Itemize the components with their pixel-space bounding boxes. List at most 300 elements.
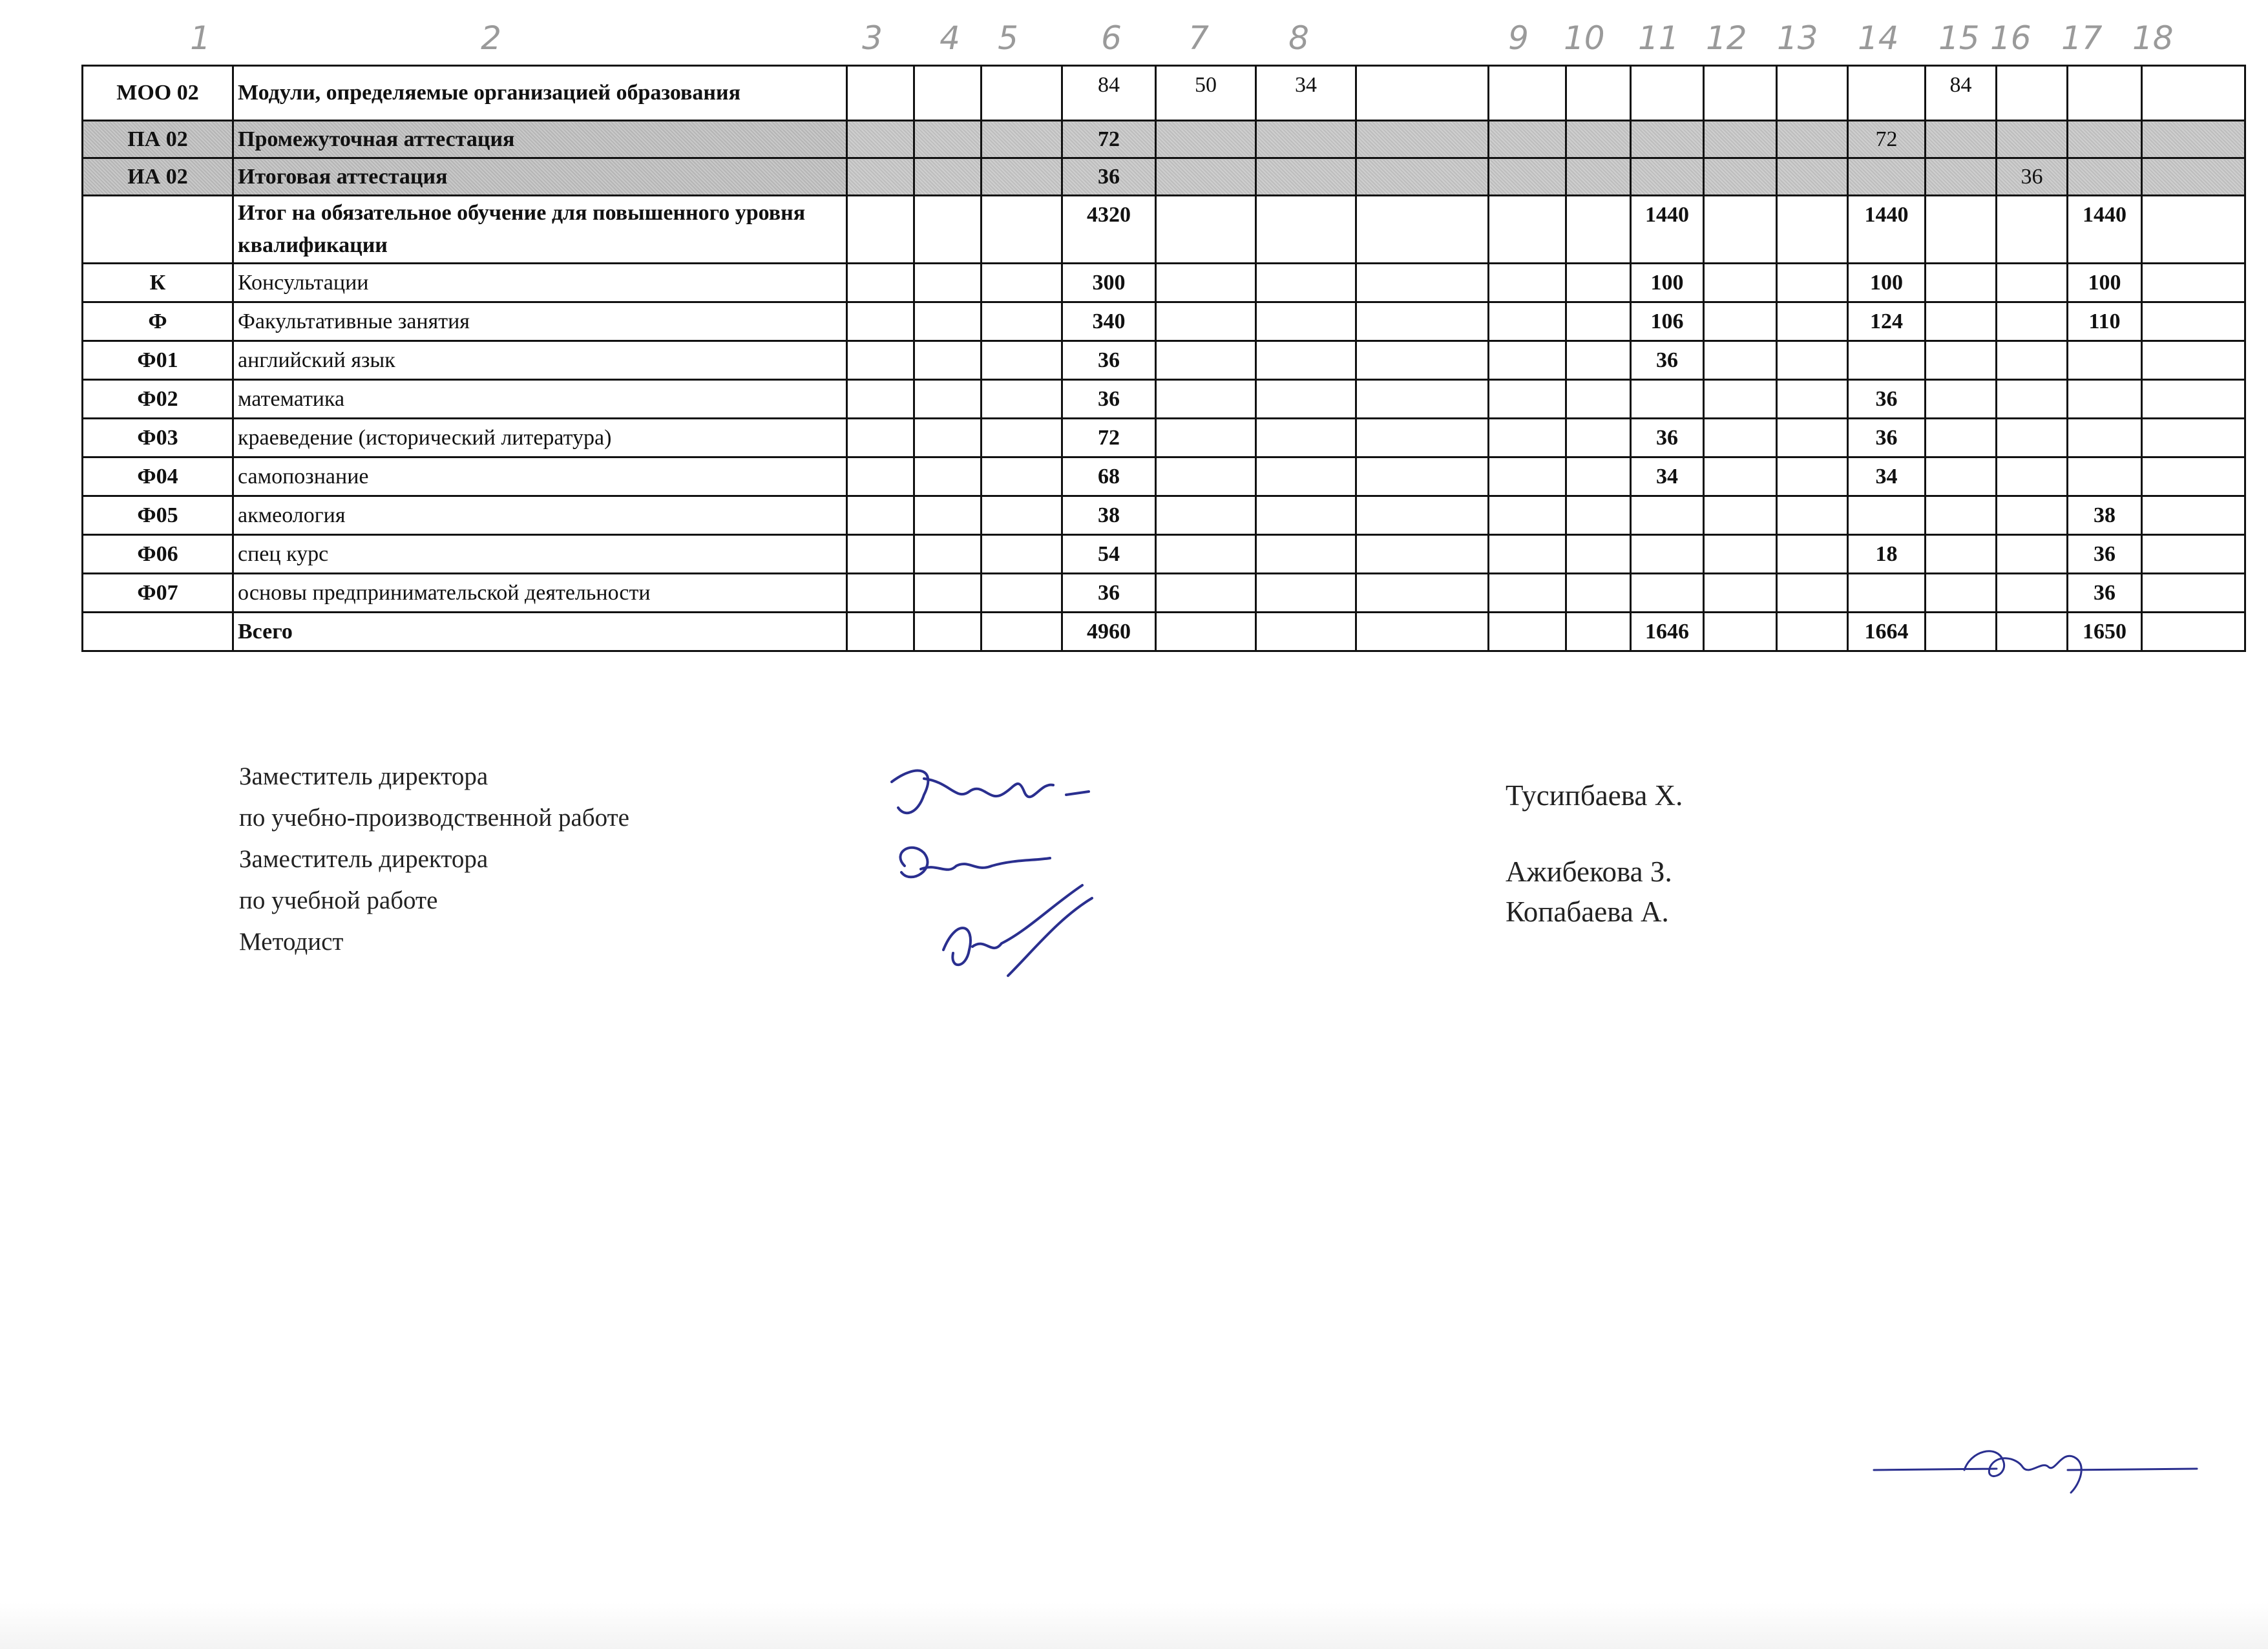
table-cell [1489, 196, 1566, 264]
column-number: 6 [1101, 19, 1122, 57]
table-cell [1997, 613, 2068, 651]
table-cell [1489, 66, 1566, 121]
table-cell [982, 341, 1062, 380]
table-cell [1704, 613, 1777, 651]
table-cell: 36 [1631, 419, 1704, 457]
table-cell [1156, 457, 1256, 496]
table-cell [982, 66, 1062, 121]
table-cell [1156, 341, 1256, 380]
table-cell [2068, 121, 2142, 158]
table-cell [1631, 121, 1704, 158]
table-cell [1704, 419, 1777, 457]
table-cell [982, 196, 1062, 264]
corner-signature [1867, 1431, 2203, 1502]
table-cell [1356, 613, 1489, 651]
table-cell [847, 380, 914, 419]
table-cell [982, 121, 1062, 158]
table-cell [847, 66, 914, 121]
table-cell [914, 302, 982, 341]
table-cell [1777, 380, 1848, 419]
table-cell [2068, 341, 2142, 380]
table-cell: 1440 [2068, 196, 2142, 264]
column-number: 13 [1777, 19, 1818, 57]
table-cell [1777, 264, 1848, 302]
table-cell [1156, 419, 1256, 457]
table-cell [847, 196, 914, 264]
table-cell: 4960 [1062, 613, 1156, 651]
table-cell [2142, 535, 2245, 574]
table-cell [847, 535, 914, 574]
table-cell [1256, 121, 1356, 158]
table-cell [1631, 380, 1704, 419]
table-cell [1256, 196, 1356, 264]
table-cell [1566, 341, 1631, 380]
table-cell [1356, 66, 1489, 121]
table-cell [914, 419, 982, 457]
table-cell [1356, 264, 1489, 302]
table-cell: 36 [2068, 574, 2142, 613]
table-cell [1356, 496, 1489, 535]
table-row [83, 457, 2245, 496]
table-cell [914, 574, 982, 613]
table-cell [847, 457, 914, 496]
table-cell [1256, 264, 1356, 302]
column-number: 7 [1188, 19, 1209, 57]
table-cell [1631, 158, 1704, 196]
row-name: Модули, определяемые организацией образования [233, 66, 847, 121]
table-cell [1926, 457, 1997, 496]
table-cell [1777, 302, 1848, 341]
table-cell [2142, 196, 2245, 264]
table-cell [1997, 574, 2068, 613]
table-cell [914, 66, 982, 121]
column-number: 5 [998, 19, 1018, 57]
column-number: 9 [1508, 19, 1529, 57]
table-cell [1926, 380, 1997, 419]
table-cell [1848, 158, 1926, 196]
table-cell [1777, 158, 1848, 196]
table-cell: 68 [1062, 457, 1156, 496]
table-cell [1489, 264, 1566, 302]
table-cell [1489, 457, 1566, 496]
table-cell [1777, 419, 1848, 457]
signature-title-line: Заместитель директора [239, 762, 488, 790]
table-cell [847, 574, 914, 613]
row-name: Всего [233, 613, 847, 651]
table-cell: 34 [1631, 457, 1704, 496]
table-cell [982, 302, 1062, 341]
table-cell [1256, 613, 1356, 651]
signature-deputy-production [879, 756, 1092, 834]
table-cell [1566, 158, 1631, 196]
table-cell [914, 535, 982, 574]
table-cell [1256, 457, 1356, 496]
table-cell [1566, 419, 1631, 457]
row-code: Ф06 [83, 535, 233, 574]
row-name: математика [233, 380, 847, 419]
table-cell: 36 [1062, 380, 1156, 419]
table-cell: 36 [1062, 341, 1156, 380]
table-cell [2142, 264, 2245, 302]
column-number: 16 [1990, 19, 2032, 57]
table-cell [1777, 496, 1848, 535]
table-row [83, 613, 2245, 651]
column-number: 2 [481, 19, 501, 57]
table-cell [2142, 380, 2245, 419]
table-cell: 1440 [1848, 196, 1926, 264]
table-cell [2142, 457, 2245, 496]
table-cell [1156, 535, 1256, 574]
table-cell [1566, 380, 1631, 419]
table-cell [1926, 419, 1997, 457]
signature-title-line: по учебно-производственной работе [239, 804, 629, 832]
row-code: ПА 02 [83, 121, 233, 158]
row-name: самопознание [233, 457, 847, 496]
table-cell [2142, 302, 2245, 341]
table-row [83, 121, 2245, 158]
scan-bottom-edge [0, 1602, 2268, 1649]
table-cell [982, 535, 1062, 574]
table-cell [1156, 613, 1256, 651]
column-number: 10 [1564, 19, 1605, 57]
table-cell: 1664 [1848, 613, 1926, 651]
table-cell [1356, 158, 1489, 196]
table-cell: 100 [2068, 264, 2142, 302]
table-cell [2142, 66, 2245, 121]
table-cell [1704, 574, 1777, 613]
row-code: МОО 02 [83, 66, 233, 121]
table-cell [2142, 613, 2245, 651]
column-number: 4 [940, 19, 960, 57]
table-cell [914, 121, 982, 158]
table-cell [1489, 380, 1566, 419]
table-row [83, 196, 2245, 264]
table-row [83, 496, 2245, 535]
table-cell [1566, 496, 1631, 535]
row-name: акмеология [233, 496, 847, 535]
table-cell [1704, 196, 1777, 264]
table-cell [1997, 341, 2068, 380]
table-cell [1997, 457, 2068, 496]
table-cell [2142, 419, 2245, 457]
signature-title-line: по учебной работе [239, 887, 438, 914]
signatory-name: Копабаева А. [1506, 896, 1669, 928]
table-cell [1704, 158, 1777, 196]
table-cell [1704, 535, 1777, 574]
table-cell [847, 302, 914, 341]
column-number: 18 [2132, 19, 2174, 57]
table-cell [1489, 496, 1566, 535]
table-cell: 1440 [1631, 196, 1704, 264]
table-cell [1566, 121, 1631, 158]
table-row [83, 419, 2245, 457]
table-cell [1156, 302, 1256, 341]
table-cell [1356, 419, 1489, 457]
table-cell [1997, 496, 2068, 535]
row-code: Ф05 [83, 496, 233, 535]
row-code: Ф04 [83, 457, 233, 496]
table-cell: 100 [1848, 264, 1926, 302]
table-cell [1489, 302, 1566, 341]
table-cell [1926, 158, 1997, 196]
table-cell [1704, 302, 1777, 341]
table-cell [914, 158, 982, 196]
table-cell [1704, 380, 1777, 419]
table-cell [1156, 121, 1256, 158]
row-code: Ф02 [83, 380, 233, 419]
table-cell [1631, 574, 1704, 613]
row-code [83, 196, 233, 264]
table-cell [2068, 419, 2142, 457]
table-cell [1926, 302, 1997, 341]
table-row [83, 66, 2245, 121]
table-cell [1156, 574, 1256, 613]
column-number: 15 [1938, 19, 1980, 57]
table-cell [1926, 535, 1997, 574]
table-cell: 38 [1062, 496, 1156, 535]
table-cell [1777, 121, 1848, 158]
table-cell [1997, 302, 2068, 341]
table-cell [1777, 341, 1848, 380]
table-cell [982, 496, 1062, 535]
column-number: 11 [1638, 19, 1679, 57]
table-cell [1704, 341, 1777, 380]
table-cell [847, 121, 914, 158]
table-row [83, 264, 2245, 302]
table-cell [914, 613, 982, 651]
table-cell [1256, 341, 1356, 380]
row-name: основы предпринимательской деятельности [233, 574, 847, 613]
table-cell [1997, 264, 2068, 302]
row-name: Итоговая аттестация [233, 158, 847, 196]
table-cell [1256, 574, 1356, 613]
table-cell [1566, 574, 1631, 613]
signature-titles [239, 756, 629, 963]
table-cell [1777, 457, 1848, 496]
table-cell [982, 419, 1062, 457]
table-cell [1356, 121, 1489, 158]
table-cell: 124 [1848, 302, 1926, 341]
table-cell [2068, 380, 2142, 419]
table-cell [1356, 196, 1489, 264]
table-cell: 34 [1848, 457, 1926, 496]
table-cell [1489, 158, 1566, 196]
table-row [83, 535, 2245, 574]
table-cell [1997, 66, 2068, 121]
table-row [83, 380, 2245, 419]
table-cell [1256, 419, 1356, 457]
table-cell [1156, 496, 1256, 535]
table-cell: 84 [1926, 66, 1997, 121]
table-cell [1848, 574, 1926, 613]
table-cell [1848, 341, 1926, 380]
table-cell [1489, 535, 1566, 574]
table-cell [1631, 496, 1704, 535]
table-cell [1631, 535, 1704, 574]
table-row [83, 574, 2245, 613]
table-cell: 106 [1631, 302, 1704, 341]
table-cell [982, 264, 1062, 302]
table-cell [847, 158, 914, 196]
table-cell [1566, 302, 1631, 341]
table-cell [1356, 302, 1489, 341]
table-cell: 38 [2068, 496, 2142, 535]
table-cell [1926, 196, 1997, 264]
table-cell [1997, 121, 2068, 158]
column-number: 17 [2061, 19, 2103, 57]
table-cell [847, 613, 914, 651]
table-cell [1256, 380, 1356, 419]
table-cell [1566, 535, 1631, 574]
row-name: английский язык [233, 341, 847, 380]
table-cell [1926, 496, 1997, 535]
table-cell [914, 380, 982, 419]
table-cell [2068, 66, 2142, 121]
table-cell [1489, 419, 1566, 457]
table-cell [1704, 496, 1777, 535]
table-cell [1356, 457, 1489, 496]
column-number: 14 [1858, 19, 1899, 57]
table-cell: 34 [1256, 66, 1356, 121]
row-code: Ф07 [83, 574, 233, 613]
table-cell [2142, 574, 2245, 613]
row-name: краеведение (исторический литература) [233, 419, 847, 457]
table-cell: 50 [1156, 66, 1256, 121]
table-cell [914, 496, 982, 535]
row-code [83, 613, 233, 651]
table-cell: 84 [1062, 66, 1156, 121]
table-cell [1356, 535, 1489, 574]
table-cell [1356, 341, 1489, 380]
table-cell: 36 [1062, 574, 1156, 613]
table-cell [2142, 158, 2245, 196]
table-cell [1156, 264, 1256, 302]
table-cell [1704, 66, 1777, 121]
row-name: спец курс [233, 535, 847, 574]
table-cell: 300 [1062, 264, 1156, 302]
row-code: ИА 02 [83, 158, 233, 196]
table-cell [847, 264, 914, 302]
table-cell [914, 196, 982, 264]
table-cell [1489, 121, 1566, 158]
table-cell: 1646 [1631, 613, 1704, 651]
column-number: 12 [1706, 19, 1747, 57]
curriculum-table [81, 65, 2246, 652]
table-cell [1631, 66, 1704, 121]
row-name: Итог на обязательное обучение для повышенного уровня квалификации [233, 196, 847, 264]
table-cell [982, 380, 1062, 419]
table-cell [1566, 196, 1631, 264]
table-cell [847, 496, 914, 535]
row-code: Ф01 [83, 341, 233, 380]
table-row [83, 158, 2245, 196]
row-code: Ф03 [83, 419, 233, 457]
signatory-name: Тусипбаева Х. [1506, 779, 1683, 812]
row-code: Ф [83, 302, 233, 341]
table-cell [2142, 341, 2245, 380]
table-row [83, 341, 2245, 380]
table-cell [847, 419, 914, 457]
table-cell [1566, 264, 1631, 302]
table-cell [2068, 158, 2142, 196]
table-cell: 1650 [2068, 613, 2142, 651]
table-cell [982, 574, 1062, 613]
table-cell [1256, 158, 1356, 196]
table-cell [1256, 535, 1356, 574]
row-name: Факультативные занятия [233, 302, 847, 341]
table-cell [1926, 341, 1997, 380]
table-cell [1926, 574, 1997, 613]
signature-title-line: Методист [239, 928, 344, 956]
table-cell [2142, 121, 2245, 158]
table-cell [982, 158, 1062, 196]
table-cell [1777, 196, 1848, 264]
table-cell [1489, 613, 1566, 651]
table-cell: 36 [1631, 341, 1704, 380]
table-cell [1777, 535, 1848, 574]
table-cell [1356, 574, 1489, 613]
table-cell: 4320 [1062, 196, 1156, 264]
table-cell [1997, 535, 2068, 574]
table-cell [2142, 496, 2245, 535]
table-cell: 100 [1631, 264, 1704, 302]
column-number: 3 [862, 19, 883, 57]
table-cell [1777, 574, 1848, 613]
table-cell [1256, 302, 1356, 341]
table-cell [1997, 380, 2068, 419]
table-cell: 36 [1062, 158, 1156, 196]
signature-methodist [930, 879, 1098, 989]
handwritten-column-numbers [0, 19, 2268, 71]
table-cell [982, 613, 1062, 651]
table-cell [1256, 496, 1356, 535]
table-cell: 54 [1062, 535, 1156, 574]
table-cell [1356, 380, 1489, 419]
row-name: Консультации [233, 264, 847, 302]
table-cell [1704, 264, 1777, 302]
table-cell [914, 457, 982, 496]
table-cell [2068, 457, 2142, 496]
table-cell: 340 [1062, 302, 1156, 341]
table-cell [1704, 121, 1777, 158]
table-cell [1704, 457, 1777, 496]
table-cell [914, 341, 982, 380]
row-name: Промежуточная аттестация [233, 121, 847, 158]
table-cell: 36 [1997, 158, 2068, 196]
table-cell [1926, 264, 1997, 302]
table-cell [1926, 613, 1997, 651]
table-cell [1848, 496, 1926, 535]
table-cell [1997, 196, 2068, 264]
table-cell [1997, 419, 2068, 457]
column-number: 1 [190, 19, 211, 57]
table-cell [1777, 613, 1848, 651]
table-cell [982, 457, 1062, 496]
table-cell: 72 [1062, 419, 1156, 457]
table-cell [1156, 158, 1256, 196]
table-cell: 110 [2068, 302, 2142, 341]
table-cell [1848, 66, 1926, 121]
table-cell [1566, 66, 1631, 121]
table-cell [1566, 613, 1631, 651]
table-cell [914, 264, 982, 302]
column-number: 8 [1288, 19, 1309, 57]
table-cell [847, 341, 914, 380]
table-cell [1926, 121, 1997, 158]
row-code: К [83, 264, 233, 302]
table-cell [1489, 341, 1566, 380]
table-cell: 36 [1848, 419, 1926, 457]
